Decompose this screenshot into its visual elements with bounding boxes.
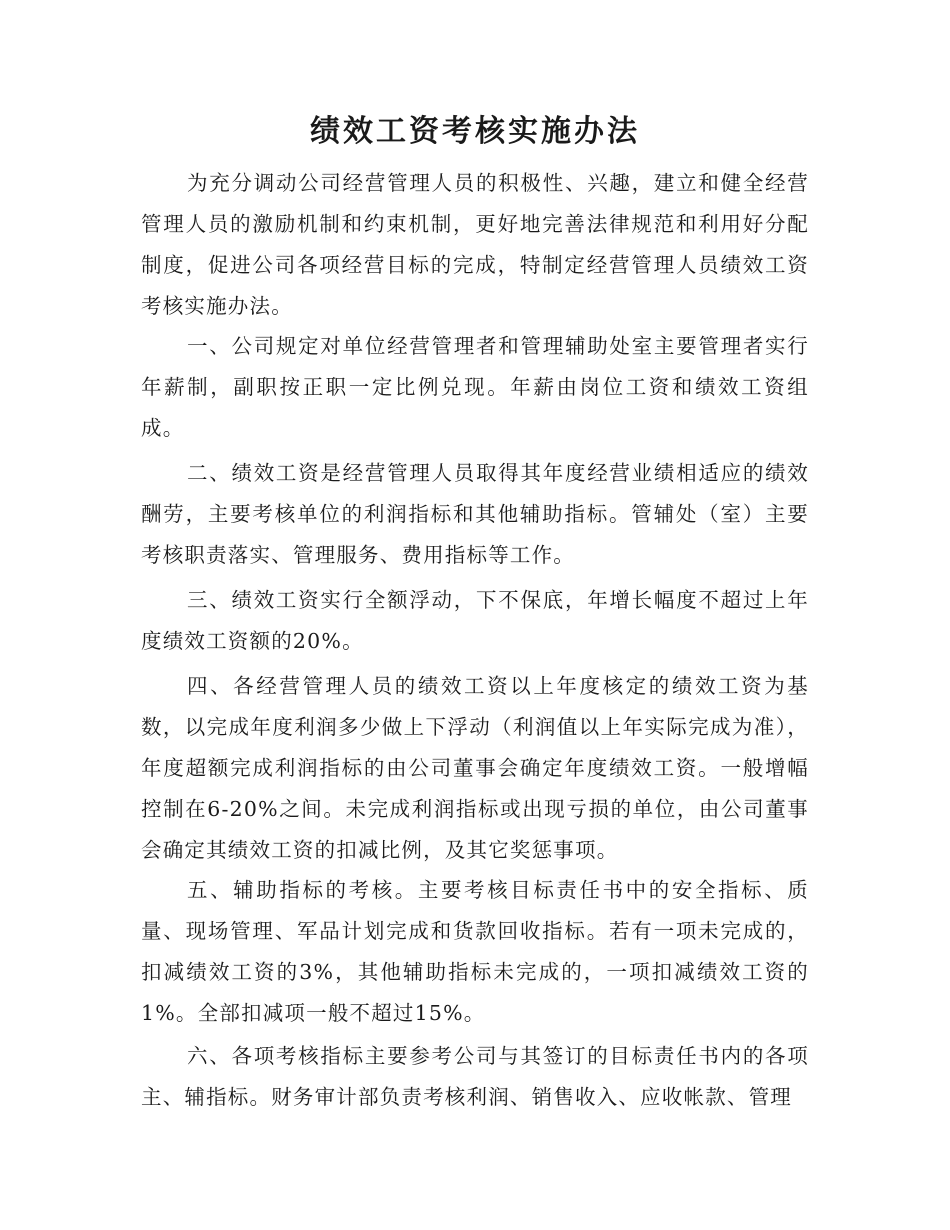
clause-3-paragraph: 三、绩效工资实行全额浮动，下不保底，年增长幅度不超过上年度绩效工资额的20%。 — [141, 588, 809, 653]
intro-paragraph: 为充分调动公司经营管理人员的积极性、兴趣，建立和健全经营管理人员的激励机制和约束机制，更好地完善法律规范和利用好分配制度，促进公司各项经营目标的完成，特制定经营管理人员绩效工资考核实施办法。 — [141, 171, 809, 318]
clause-2-paragraph: 二、绩效工资是经营管理人员取得其年度经营业绩相适应的绩效酬劳，主要考核单位的利润指标和其他辅助指标。管辅处（室）主要考核职责落实、管理服务、费用指标等工作。 — [141, 461, 809, 567]
clause-6-paragraph: 六、各项考核指标主要参考公司与其签订的目标责任书内的各项主、辅指标。财务审计部负责考核利润、销售收入、应收帐款、管理 — [141, 1044, 809, 1109]
clause-4-paragraph: 四、各经营管理人员的绩效工资以上年度核定的绩效工资为基数，以完成年度利润多少做上下浮动（利润值以上年实际完成为准），年度超额完成利润指标的由公司董事会确定年度绩效工资。一般增幅控制在6-20%之间。未完成利润指标或出现亏损的单位，由公司董事会确定其绩效工资的扣减比例，及其它奖惩事项。 — [141, 674, 809, 862]
document-title: 绩效工资考核实施办法 — [310, 114, 640, 149]
clause-1-paragraph: 一、公司规定对单位经营管理者和管理辅助处室主要管理者实行年薪制，副职按正职一定比例兑现。年薪由岗位工资和绩效工资组成。 — [141, 334, 809, 440]
clause-5-paragraph: 五、辅助指标的考核。主要考核目标责任书中的安全指标、质量、现场管理、军品计划完成和货款回收指标。若有一项未完成的，扣减绩效工资的3%，其他辅助指标未完成的，一项扣减绩效工资的1%。全部扣减项一般不超过15%。 — [141, 878, 809, 1025]
